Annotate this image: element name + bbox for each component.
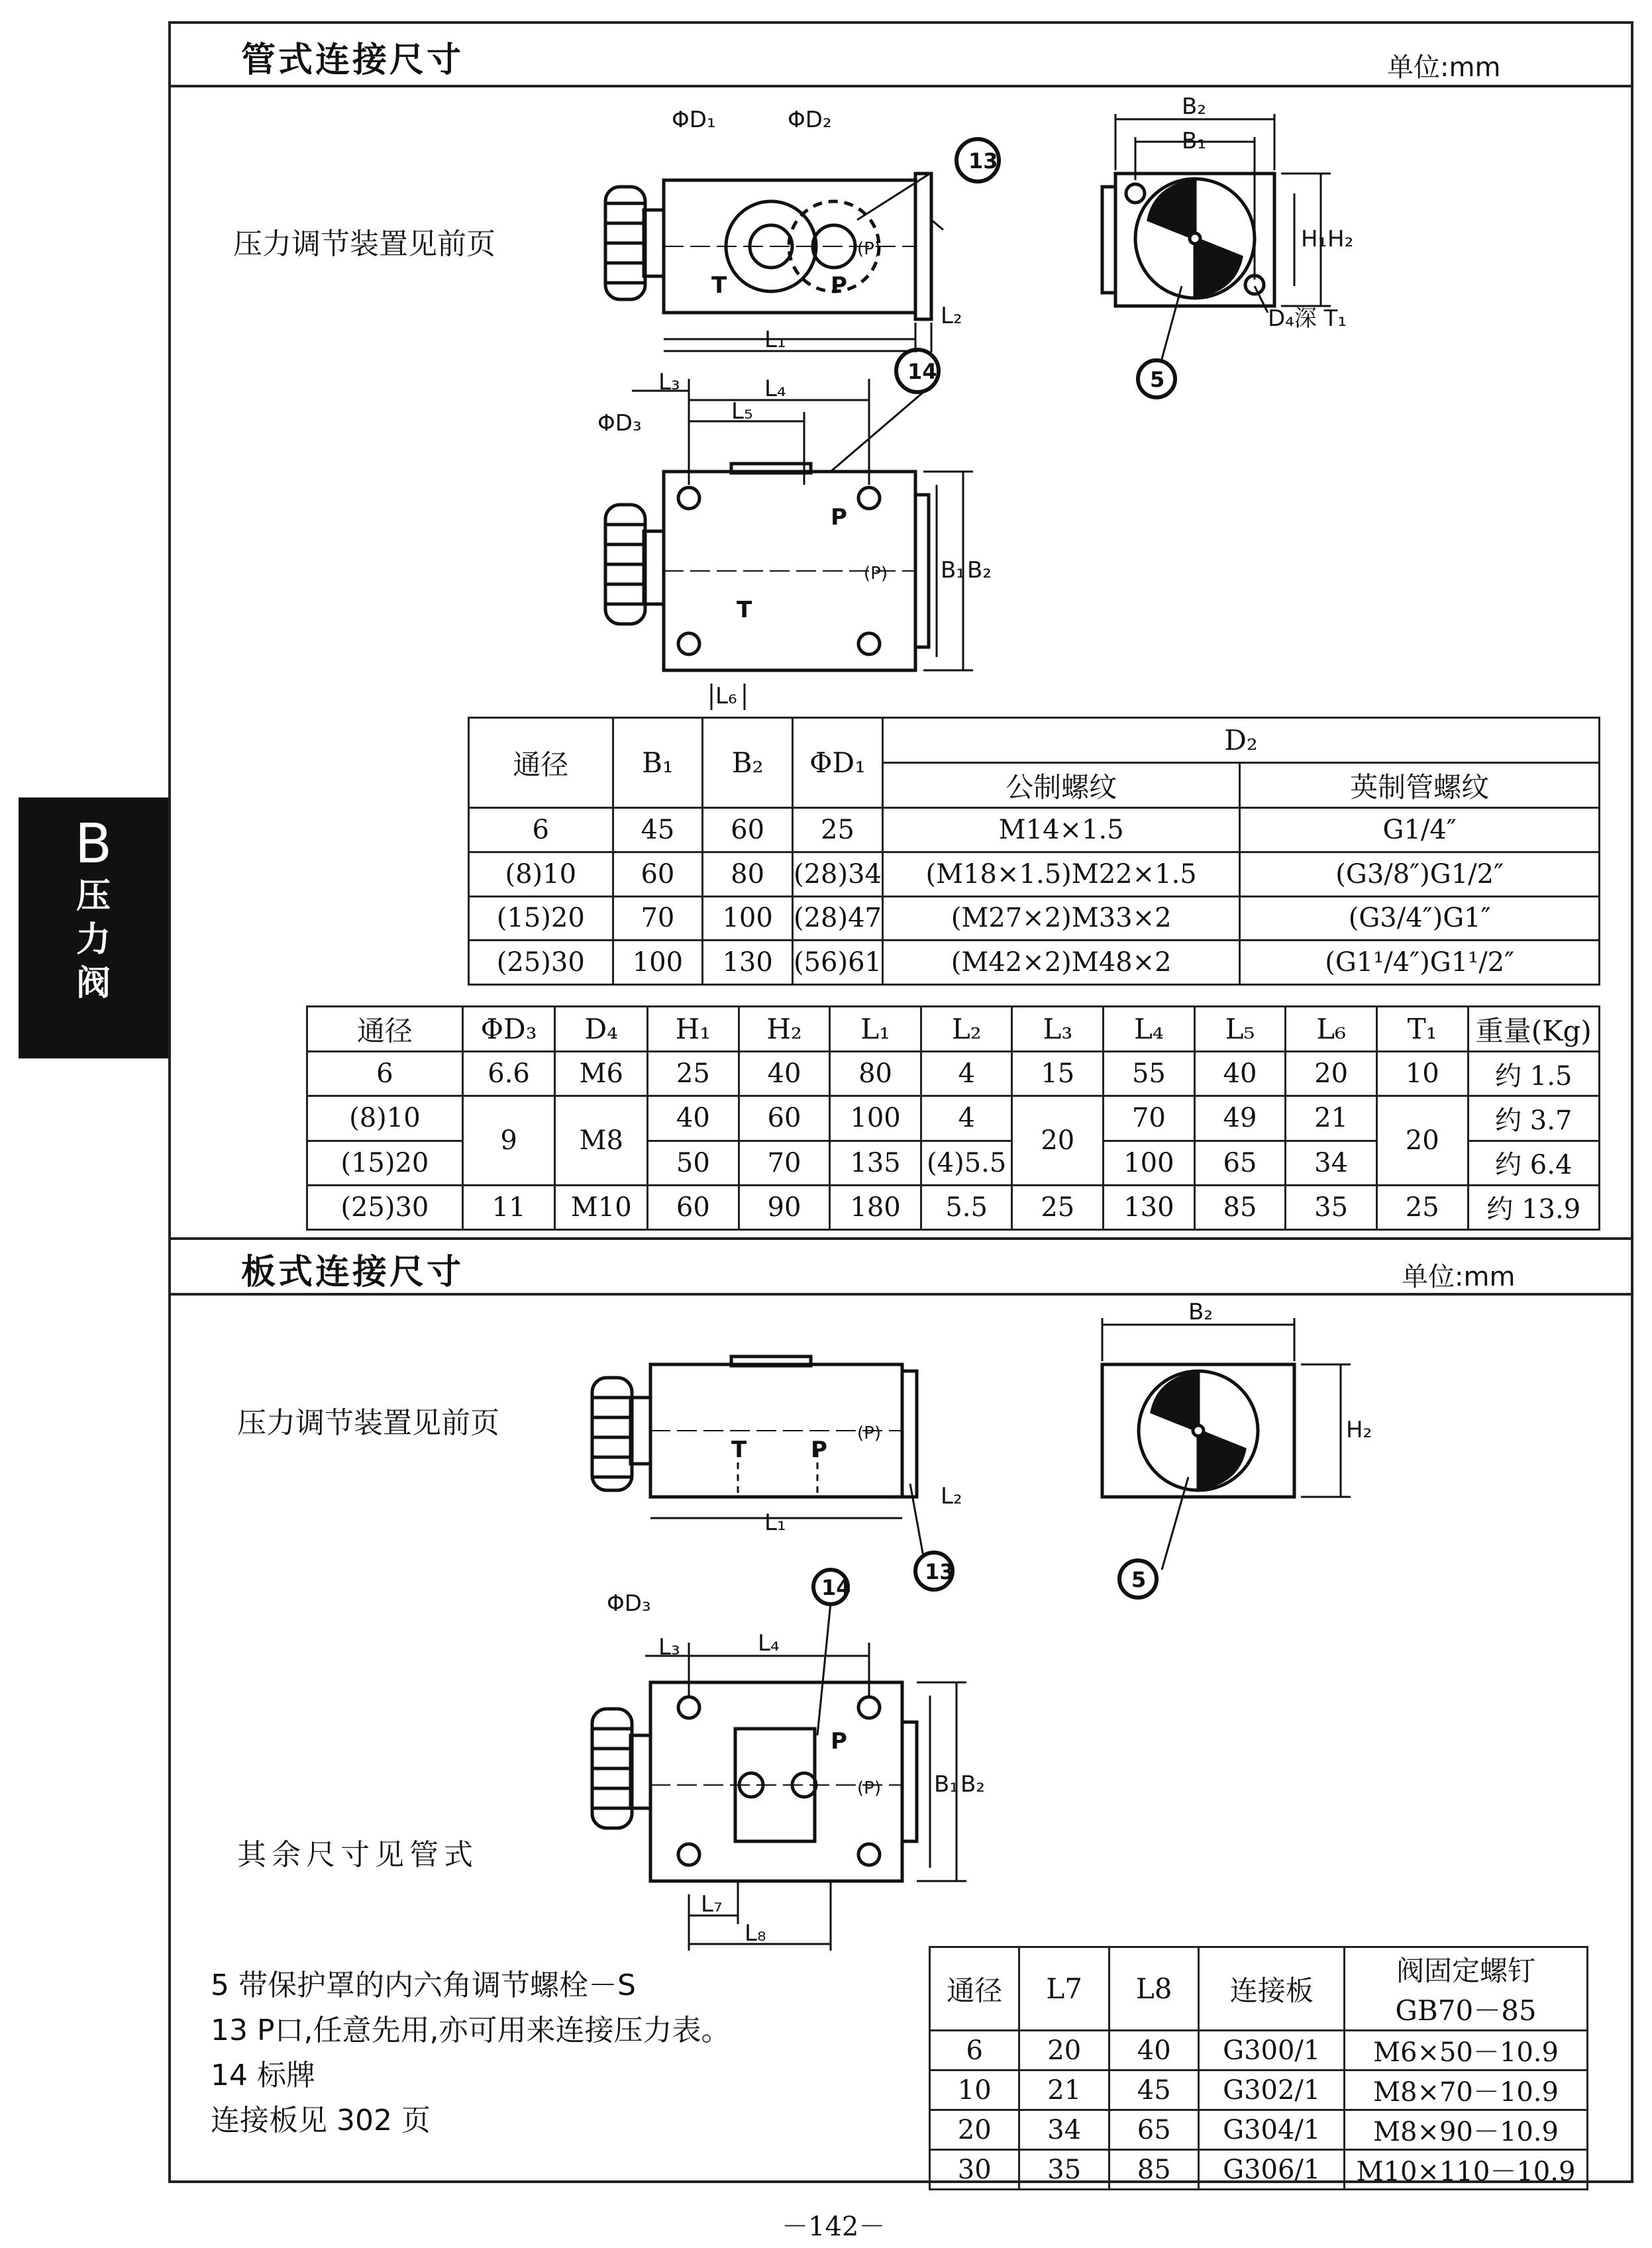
plate-label-h2: H₂ bbox=[1346, 1417, 1372, 1443]
t3-h-l8: L8 bbox=[1109, 1947, 1199, 2031]
label-phid3: ΦD₃ bbox=[597, 410, 642, 436]
label-phid1: ΦD₁ bbox=[672, 107, 716, 133]
cell: 20 bbox=[930, 2110, 1019, 2150]
cell: 70 bbox=[1104, 1096, 1195, 1141]
t1-h-imperial: 英制管螺纹 bbox=[1240, 763, 1600, 808]
cell: M6 bbox=[555, 1052, 648, 1096]
cell: 50 bbox=[648, 1141, 739, 1185]
cell: 90 bbox=[739, 1185, 830, 1229]
plate-label-l4: L₄ bbox=[758, 1630, 780, 1657]
table-row bbox=[469, 941, 1600, 985]
t2-h-h1: H₁ bbox=[648, 1007, 739, 1052]
cell: 6.6 bbox=[462, 1052, 555, 1096]
t2-h-dn: 通径 bbox=[307, 1007, 463, 1052]
label-p-dash-top: (P) bbox=[864, 564, 888, 584]
t2-h-d4: D₄ bbox=[555, 1007, 648, 1052]
section1-note: 压力调节装置见前页 bbox=[233, 227, 495, 261]
cell: 4 bbox=[921, 1052, 1012, 1096]
cell: 60 bbox=[703, 808, 793, 852]
cell: 60 bbox=[739, 1096, 830, 1141]
cell: (8)10 bbox=[469, 852, 613, 896]
cell: 约 1.5 bbox=[1468, 1052, 1599, 1096]
plate-connection-drawings bbox=[168, 1298, 1414, 1954]
cell: (G1¹/4″)G1¹/2″ bbox=[1240, 941, 1600, 985]
t2-h-l4: L₄ bbox=[1104, 1007, 1195, 1052]
label-p-dash: (P) bbox=[857, 239, 881, 259]
cell: 70 bbox=[739, 1141, 830, 1185]
label-b2-top: B₂ bbox=[1182, 93, 1206, 120]
label-p-top: P bbox=[831, 504, 847, 531]
cell: 40 bbox=[648, 1096, 739, 1141]
cell: 100 bbox=[1104, 1141, 1195, 1185]
cell: M8 bbox=[555, 1096, 648, 1186]
cell: 45 bbox=[1109, 2070, 1199, 2110]
cell: 135 bbox=[830, 1141, 921, 1185]
t1-h-dn: 通径 bbox=[469, 718, 613, 808]
table-dimensions bbox=[306, 1005, 1600, 1231]
cell: 70 bbox=[613, 896, 703, 941]
callout-13: 13 bbox=[968, 148, 998, 174]
label-d4-t1: D₄深 T₁ bbox=[1268, 305, 1347, 332]
cell: 65 bbox=[1194, 1141, 1286, 1185]
plate-label-l3: L₃ bbox=[658, 1634, 680, 1660]
label-p-port: P bbox=[831, 272, 847, 299]
cell: (M27×2)M33×2 bbox=[882, 896, 1239, 941]
section2-note: 压力调节装置见前页 bbox=[237, 1406, 499, 1440]
t3-h-bolt-line1: 阀固定螺钉 bbox=[1396, 1954, 1536, 1987]
cell: 4 bbox=[921, 1096, 1012, 1141]
table-row bbox=[930, 2070, 1588, 2110]
t1-h-metric: 公制螺纹 bbox=[882, 763, 1239, 808]
label-l2: L₂ bbox=[941, 303, 962, 329]
table-row bbox=[930, 2031, 1588, 2070]
callout-5: 5 bbox=[1150, 367, 1165, 392]
cell: 34 bbox=[1286, 1141, 1377, 1185]
cell: 40 bbox=[739, 1052, 830, 1096]
label-l6: L₆ bbox=[715, 683, 737, 709]
cell: (28)47 bbox=[792, 896, 882, 941]
t1-h-b2: B₂ bbox=[703, 718, 793, 808]
t2-h-weight: 重量(Kg) bbox=[1468, 1007, 1599, 1052]
label-b2-side: B₂ bbox=[967, 557, 992, 584]
cell: 5.5 bbox=[921, 1185, 1012, 1229]
cell: 20 bbox=[1286, 1052, 1377, 1096]
cell: 85 bbox=[1109, 2150, 1199, 2190]
cell: 6 bbox=[930, 2031, 1019, 2070]
page-number: －142－ bbox=[782, 2212, 886, 2242]
cell: 130 bbox=[1104, 1185, 1195, 1229]
section1-unit: 单位:mm bbox=[1387, 52, 1501, 83]
plate-label-l1: L₁ bbox=[764, 1509, 786, 1536]
legend-item-5: 5 带保护罩的内六角调节螺栓－S bbox=[211, 1968, 636, 2002]
cell: M10×110－10.9 bbox=[1345, 2150, 1588, 2190]
cell: G304/1 bbox=[1199, 2110, 1345, 2150]
table-plates bbox=[929, 1946, 1588, 2190]
cell: 65 bbox=[1109, 2110, 1199, 2150]
label-l5: L₅ bbox=[731, 398, 753, 425]
cell: 85 bbox=[1194, 1185, 1286, 1229]
label-h1: H₁ bbox=[1301, 226, 1327, 252]
cell: (M42×2)M48×2 bbox=[882, 941, 1239, 985]
cell: 35 bbox=[1019, 2150, 1110, 2190]
side-tab-char-1: 压 bbox=[76, 876, 111, 916]
cell: (28)34 bbox=[792, 852, 882, 896]
t2-h-h2: H₂ bbox=[739, 1007, 830, 1052]
t3-h-dn: 通径 bbox=[930, 1947, 1019, 2031]
table-row bbox=[469, 852, 1600, 896]
cell: 49 bbox=[1194, 1096, 1286, 1141]
plate-label-b2: B₂ bbox=[1188, 1299, 1213, 1325]
plate-callout-5: 5 bbox=[1131, 1567, 1147, 1592]
plate-callout-13: 13 bbox=[925, 1559, 955, 1584]
cell: (15)20 bbox=[307, 1141, 463, 1185]
label-t-top: T bbox=[737, 597, 752, 623]
cell: 60 bbox=[613, 852, 703, 896]
cell: 20 bbox=[1019, 2031, 1110, 2070]
t2-h-l2: L₂ bbox=[921, 1007, 1012, 1052]
t2-h-l3: L₃ bbox=[1012, 1007, 1104, 1052]
pipe-connection-drawings bbox=[168, 87, 1414, 710]
cell: M10 bbox=[555, 1185, 648, 1229]
plate-label-t: T bbox=[731, 1437, 747, 1463]
cell: G306/1 bbox=[1199, 2150, 1345, 2190]
cell: 25 bbox=[1012, 1185, 1104, 1229]
plate-label-p-top: P bbox=[831, 1728, 847, 1755]
section2-title: 板式连接尺寸 bbox=[241, 1252, 464, 1292]
cell: 60 bbox=[648, 1185, 739, 1229]
legend bbox=[211, 1963, 730, 2143]
cell: 25 bbox=[792, 808, 882, 852]
cell: 40 bbox=[1194, 1052, 1286, 1096]
t2-h-phid3: ΦD₃ bbox=[462, 1007, 555, 1052]
cell: 20 bbox=[1376, 1096, 1468, 1186]
section2-note-rest: 其余尺寸见管式 bbox=[237, 1838, 478, 1872]
t2-h-l6: L₆ bbox=[1286, 1007, 1377, 1052]
t2-h-l5: L₅ bbox=[1194, 1007, 1286, 1052]
cell: M6×50－10.9 bbox=[1345, 2031, 1588, 2070]
cell: (15)20 bbox=[469, 896, 613, 941]
plate-callout-14: 14 bbox=[821, 1575, 851, 1600]
t3-h-l7: L7 bbox=[1019, 1947, 1110, 2031]
label-l1: L₁ bbox=[764, 327, 786, 353]
table-row bbox=[930, 2150, 1588, 2190]
cell: 6 bbox=[307, 1052, 463, 1096]
section2-top-divider bbox=[168, 1237, 1633, 1240]
cell: M8×70－10.9 bbox=[1345, 2070, 1588, 2110]
cell: G1/4″ bbox=[1240, 808, 1600, 852]
t1-h-b1: B₁ bbox=[613, 718, 703, 808]
cell: 180 bbox=[830, 1185, 921, 1229]
cell: (M18×1.5)M22×1.5 bbox=[882, 852, 1239, 896]
plate-label-pport: (P) bbox=[857, 1423, 881, 1443]
cell: (25)30 bbox=[469, 941, 613, 985]
t1-h-phid1: ΦD₁ bbox=[792, 718, 882, 808]
cell: 6 bbox=[469, 808, 613, 852]
cell: (8)10 bbox=[307, 1096, 463, 1141]
cell: M8×90－10.9 bbox=[1345, 2110, 1588, 2150]
t1-h-d2: D₂ bbox=[882, 718, 1599, 763]
side-tab-char-3: 阀 bbox=[76, 964, 111, 1003]
side-tab-letter: B bbox=[74, 813, 113, 876]
cell: 100 bbox=[830, 1096, 921, 1141]
cell: 80 bbox=[830, 1052, 921, 1096]
cell: 10 bbox=[930, 2070, 1019, 2110]
label-b1-side: B₁ bbox=[941, 557, 965, 584]
cell: (25)30 bbox=[307, 1185, 463, 1229]
table-row bbox=[307, 1096, 1600, 1141]
cell: 20 bbox=[1012, 1096, 1104, 1186]
cell: 35 bbox=[1286, 1185, 1377, 1229]
section1-title: 管式连接尺寸 bbox=[241, 40, 464, 80]
cell: 9 bbox=[462, 1096, 555, 1186]
table-d2-threads bbox=[468, 717, 1600, 986]
cell: (56)61 bbox=[792, 941, 882, 985]
side-tab-char-2: 力 bbox=[76, 920, 111, 960]
label-t-port: T bbox=[711, 272, 727, 299]
plate-label-b2-side: B₂ bbox=[960, 1771, 985, 1798]
label-phid2: ΦD₂ bbox=[788, 107, 832, 133]
cell: 25 bbox=[648, 1052, 739, 1096]
side-tab bbox=[19, 797, 168, 1058]
legend-item-13: 13 P口,任意先用,亦可用来连接压力表。 bbox=[211, 2014, 731, 2047]
callout-14: 14 bbox=[907, 359, 937, 384]
cell: 30 bbox=[930, 2150, 1019, 2190]
t3-h-bolt-line2: GB70－85 bbox=[1395, 1994, 1537, 2027]
label-l4: L₄ bbox=[764, 376, 786, 402]
section2-unit: 单位:mm bbox=[1402, 1262, 1516, 1292]
cell: (G3/8″)G1/2″ bbox=[1240, 852, 1600, 896]
plate-label-l7: L₇ bbox=[701, 1891, 723, 1917]
cell: 约 3.7 bbox=[1468, 1096, 1599, 1141]
cell: 45 bbox=[613, 808, 703, 852]
table-row bbox=[469, 896, 1600, 941]
cell: 100 bbox=[613, 941, 703, 985]
t3-h-plate: 连接板 bbox=[1199, 1947, 1345, 2031]
cell: 55 bbox=[1104, 1052, 1195, 1096]
plate-label-l2: L₂ bbox=[941, 1483, 962, 1509]
plate-label-b1: B₁ bbox=[934, 1771, 958, 1798]
plate-label-l8: L₈ bbox=[745, 1920, 766, 1947]
cell: 10 bbox=[1376, 1052, 1468, 1096]
cell: 34 bbox=[1019, 2110, 1110, 2150]
table-row bbox=[469, 808, 1600, 852]
cell: 130 bbox=[703, 941, 793, 985]
cell: 100 bbox=[703, 896, 793, 941]
table-row bbox=[307, 1185, 1600, 1229]
cell: 21 bbox=[1286, 1096, 1377, 1141]
cell: 80 bbox=[703, 852, 793, 896]
plate-label-p: P bbox=[811, 1437, 827, 1463]
label-b1-top: B₁ bbox=[1182, 128, 1206, 154]
cell: 15 bbox=[1012, 1052, 1104, 1096]
t3-h-bolt bbox=[1345, 1947, 1588, 2031]
cell: G302/1 bbox=[1199, 2070, 1345, 2110]
cell: (4)5.5 bbox=[921, 1141, 1012, 1185]
plate-label-phid3: ΦD₃ bbox=[607, 1590, 651, 1617]
legend-item-plate: 连接板见 302 页 bbox=[211, 2104, 431, 2137]
t2-h-l1: L₁ bbox=[830, 1007, 921, 1052]
legend-item-14: 14 标牌 bbox=[211, 2059, 315, 2092]
cell: 40 bbox=[1109, 2031, 1199, 2070]
table-row bbox=[930, 2110, 1588, 2150]
cell: M14×1.5 bbox=[882, 808, 1239, 852]
cell: G300/1 bbox=[1199, 2031, 1345, 2070]
t2-h-t1: T₁ bbox=[1376, 1007, 1468, 1052]
table-row bbox=[307, 1052, 1600, 1096]
cell: 约 6.4 bbox=[1468, 1141, 1599, 1185]
cell: 25 bbox=[1376, 1185, 1468, 1229]
plate-label-pport-top: (P) bbox=[857, 1778, 881, 1798]
cell: 约 13.9 bbox=[1468, 1185, 1599, 1229]
label-l3: L₃ bbox=[658, 369, 680, 395]
cell: 11 bbox=[462, 1185, 555, 1229]
label-h2: H₂ bbox=[1327, 226, 1354, 252]
cell: 21 bbox=[1019, 2070, 1110, 2110]
cell: (G3/4″)G1″ bbox=[1240, 896, 1600, 941]
